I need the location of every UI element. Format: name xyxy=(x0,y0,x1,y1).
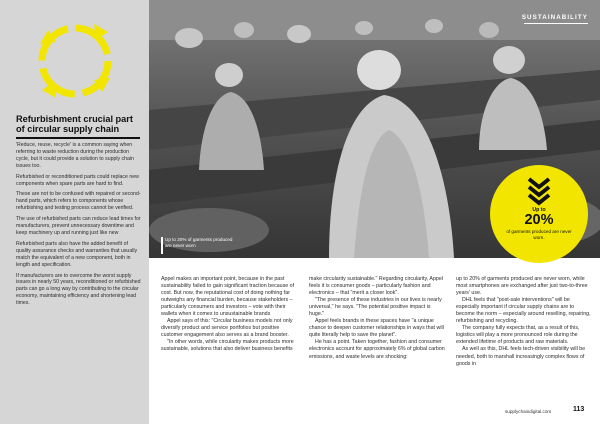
recycle-cycle-icon xyxy=(12,12,138,110)
body-column-3 xyxy=(456,276,593,368)
sidebar-title: Refurbishment crucial part of circular supply chain xyxy=(16,114,133,134)
stat-value: 20% xyxy=(524,212,554,228)
sidebar-paragraph: Refurbished parts also have the added benefit of quality assurance checks and warranties that usually match the equivalent of a new component, both in length and specification. xyxy=(16,240,138,268)
caption-rule xyxy=(161,237,163,254)
sidebar-body xyxy=(16,142,142,311)
body-paragraph: The company fully expects that, as a result of this, logistics will play a more pronounced role during the extended lifetime of products and raw materials. xyxy=(456,325,580,346)
sidebar-paragraph: The use of refurbished parts can reduce lead times for manufacturers, prevent unnecessary downtime and keep machinery up and running just like new xyxy=(16,216,141,236)
chevron-down-icon xyxy=(526,176,552,206)
sidebar-divider xyxy=(16,137,140,139)
body-paragraph: "In other words, while circularity makes products more sustainable, solutions that also deliver business benefits xyxy=(161,339,294,353)
body-paragraph: make circularity sustainable." Regarding circularity, Appel feels it is consumer goods – particularly fashion and electronics – that "merit a closer look". xyxy=(309,276,443,297)
sidebar-panel xyxy=(0,0,149,424)
body-paragraph: Appel makes an important point, because in the past sustainability failed to gain significant traction because of cost. But now, the reputational cost of doing nothing far outweighs any financial burden, because stakeholders – particularly consumers and investors – vote with their wallets when it comes to unsustainable brands xyxy=(161,276,295,318)
photo-caption: Up to 20% of garments produced are never worn xyxy=(165,237,233,248)
section-tag-underline xyxy=(524,23,588,24)
sidebar-paragraph: If manufacturers are to overcome the worst supply issues in nearly 50 years, reconditioned or refurbished parts can go a long way by contributing to the circular economy, maintaining efficiency and shortening lead times. xyxy=(16,272,141,307)
body-paragraph: DHL feels that "post-sale interventions" will be especially important if circular supply chains are to become the norm – especially around reselling, repairing, refurbishing and recycling. xyxy=(456,297,591,325)
footer-url: supplychaindigital.com xyxy=(505,409,552,414)
body-paragraph: He has a point. Taken together, fashion and consumer electronics account for approximately 6% of global carbon emissions, and waste levels are shocking: xyxy=(309,339,445,360)
stat-badge xyxy=(490,165,588,263)
sidebar-paragraph: These are not to be confused with repaired or second-hand parts, which refers to components whose refurbishing and testing process cannot be verified. xyxy=(16,191,141,212)
sidebar-paragraph: 'Reduce, reuse, recycle' is a common saying when referring to waste reduction during the production cycle, but it could provide a solution to supply chain issues too. xyxy=(16,142,134,169)
body-column-1 xyxy=(161,276,298,354)
section-tag: SUSTAINABILITY xyxy=(521,14,588,21)
body-column-2 xyxy=(309,276,446,361)
stat-prefix: Up to xyxy=(532,207,546,213)
body-paragraph: Appel feels brands in these spaces have "a unique chance to deepen customer relationships in ways that will quite literally help to save the planet". xyxy=(309,318,444,339)
body-paragraph: As well as this, DHL feels tech-driven visibility will be needed, both to marshall increasingly complex flows of goods in xyxy=(456,346,586,367)
stat-description: of garments produced are never worn. xyxy=(506,229,572,240)
body-paragraph: "The presence of these industries in our lives is nearly universal," he says. "The potential positive impact is huge." xyxy=(309,297,442,318)
sidebar-paragraph: Refurbished or reconditioned parts could replace new components when spare parts are hard to find. xyxy=(16,173,139,187)
body-paragraph: up to 20% of garments produced are never worn, while most smartphones are exchanged after just two-to-three years' use. xyxy=(456,276,588,297)
body-paragraph: Appel says of this: "Circular business models not only diversify product and service portfolios but positive customer engagement also serves as a brand booster. xyxy=(161,318,293,339)
page-number: 113 xyxy=(573,406,585,413)
